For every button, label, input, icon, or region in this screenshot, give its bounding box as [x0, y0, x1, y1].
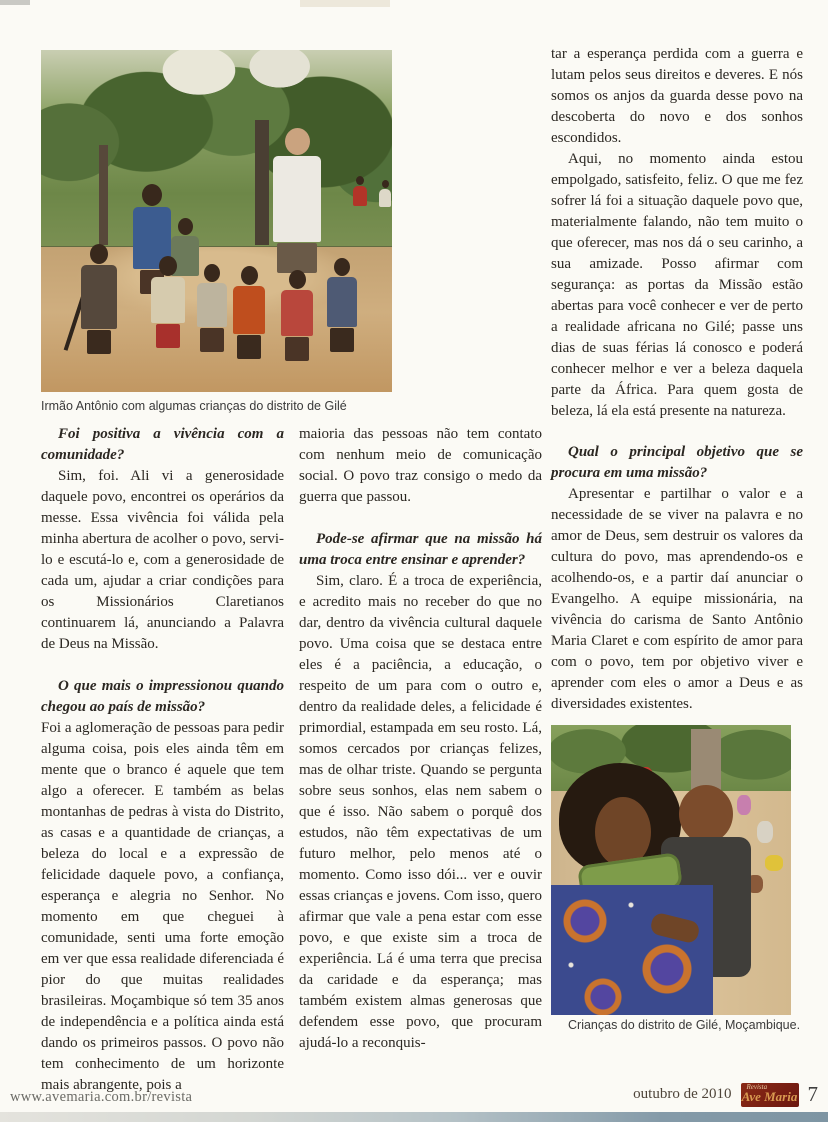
figure-background-person	[353, 176, 367, 206]
paragraph: Aqui, no momento ainda estou empolgado, satisfeito, feliz. O que me fez sofrer lá foi a situação daquele povo que, materialmente falando, não tem muito o que oferecer, mas nos dá o seu carinho, a sua amizade. Posso afirmar com segurança: as portas da Missão estão abertas para você conhecer e ver de perto a realidade africana no Gilé; passe uns dias de suas férias lá conosco e poderá conhecer melhor e ver a beleza daquela parte da África. Para quem gosta de beleza, lá ela está presente na natureza.	[551, 151, 803, 419]
photo2-caption: Crianças do distrito de Gilé, Moçambique.	[568, 1018, 801, 1032]
figure-child	[197, 264, 227, 352]
girl-patterned-dress	[551, 885, 713, 1015]
figure-child	[233, 266, 265, 359]
tree-trunk	[255, 120, 269, 245]
ave-maria-magazine-logo	[741, 1083, 799, 1107]
paragraph-continuation: tar a esperança perdida com a guerra e lutam pelos seus direitos e deveres. E nós somos os anjos da guarda desse povo na descoberta do novo e dos sonhos escondidos.	[551, 46, 803, 146]
interview-question: Pode-se afirmar que na missão há uma troca entre ensinar e aprender?	[299, 531, 542, 568]
interview-question: O que mais o impressionou quando chegou ao país de missão?	[41, 678, 284, 715]
interview-answer: Apresentar e partilhar o valor e a necessidade de se viver na palavra e no amor de Deus, sem destruir os valores da cultura do povo, mas aprendendo-os e acolhendo-os, e a partir daí anunciar o Evangelho. A equipe missionária, na vivência do carisma de Santo Antônio Maria Claret e com espírito de amor para com o povo, tem por objetivo viver e aprender com eles o amor a Deus e as diversidades existentes.	[551, 486, 803, 712]
scan-smudge-center	[300, 0, 390, 7]
photo1-caption: Irmão Antônio com algumas crianças do distrito de Gilé	[41, 399, 347, 413]
article-column-3	[551, 44, 803, 1036]
logo-ave-maria-label: Ave Maria	[741, 1088, 798, 1104]
page-number: 7	[807, 1082, 818, 1106]
interview-question: Foi positiva a vivência com a comunidade?	[41, 426, 284, 463]
baby-head	[679, 785, 733, 843]
tree-trunk	[99, 145, 108, 245]
paragraph-continuation: maioria das pessoas não tem contato com nenhum meio de comunicação social. O povo traz consigo o medo da guerra que passou.	[299, 426, 542, 505]
photo-girl-holding-baby	[551, 725, 791, 1015]
figure-child	[151, 256, 185, 348]
bottom-edge-strip	[0, 1112, 828, 1122]
article-column-2	[299, 424, 542, 1054]
interview-answer: Sim, claro. É a troca de experiência, e acredito mais no receber do que no dar, dentro da vivência cultural daquele povo. Uma coisa que se destaca entre eles é a paciência, a educação, o respeito de um para com o outro e, dentro da realidade deles, a felicidade é primordial, estampada em seu rosto. Lá, somos cercados por crianças felizes, mas de olhar triste. Quando se pergunta sobre seus sonhos, elas nem sabem o que é isso. Não sabem o porquê dos estudos, não têm expectativas de um futuro melhor, pelo menos até o momento. Como isso dói... ver e ouvir essas crianças e jovens. Com isso, quero afirmar que vale a pena estar com esse povo, e que existe sim a troca de experiência. Lá é uma terra que precisa da caridade e da esperança; mas também existem almas generosas que defendem esse povo, que procuram ajudá-lo a reconquis-	[299, 573, 542, 1051]
article-column-1	[41, 424, 284, 1096]
scan-smudge-left	[0, 0, 30, 5]
interview-answer: Foi a aglomeração de pessoas para pedir alguma coisa, pois eles ainda têm em mente que o branco é aquele que tem algo a oferecer. E também as belas montanhas de pedras à vista do Distrito, as casas e a quantidade de crianças, a beleza do local e a expressão de felicidade daquele povo, a confiança, esperança e alegria no Senhor. No momento em que cheguei à comunidade, senti uma forte emoção em ver que essa realidade diferenciada é pior do que muitas realidades brasileiras. Moçambique só tem 35 anos de independência e a política ainda está dando os primeiros passos. O povo não tem conhecimento de um horizonte mais abrangente, pois a	[41, 720, 284, 1093]
photo-missionary-with-children	[41, 50, 392, 392]
footer-date: outubro de 2010	[633, 1086, 732, 1102]
figure-background-person	[379, 180, 391, 207]
figure-child	[281, 270, 313, 361]
footer-website-url: www.avemaria.com.br/revista	[10, 1089, 193, 1105]
photo-trees-background	[41, 50, 392, 255]
interview-answer: Sim, foi. Ali vi a generosidade daquele povo, encontrei os operários da messe. Essa vivência foi válida pela minha abertura de acolher o povo, servi-lo e escutá-lo e, com a generosidade de cada um, ajudar a criar condições para os Missionários Claretianos continuarem lá, anunciando a Palavra de Deus na Missão.	[41, 468, 284, 652]
figure-missionary	[273, 128, 321, 273]
logo-revista-label: Revista	[746, 1082, 768, 1091]
footer-right-group	[633, 1082, 818, 1107]
figure-child	[327, 258, 357, 352]
interview-question: Qual o principal objetivo que se procura em uma missão?	[551, 444, 803, 481]
figure-child	[81, 244, 117, 354]
